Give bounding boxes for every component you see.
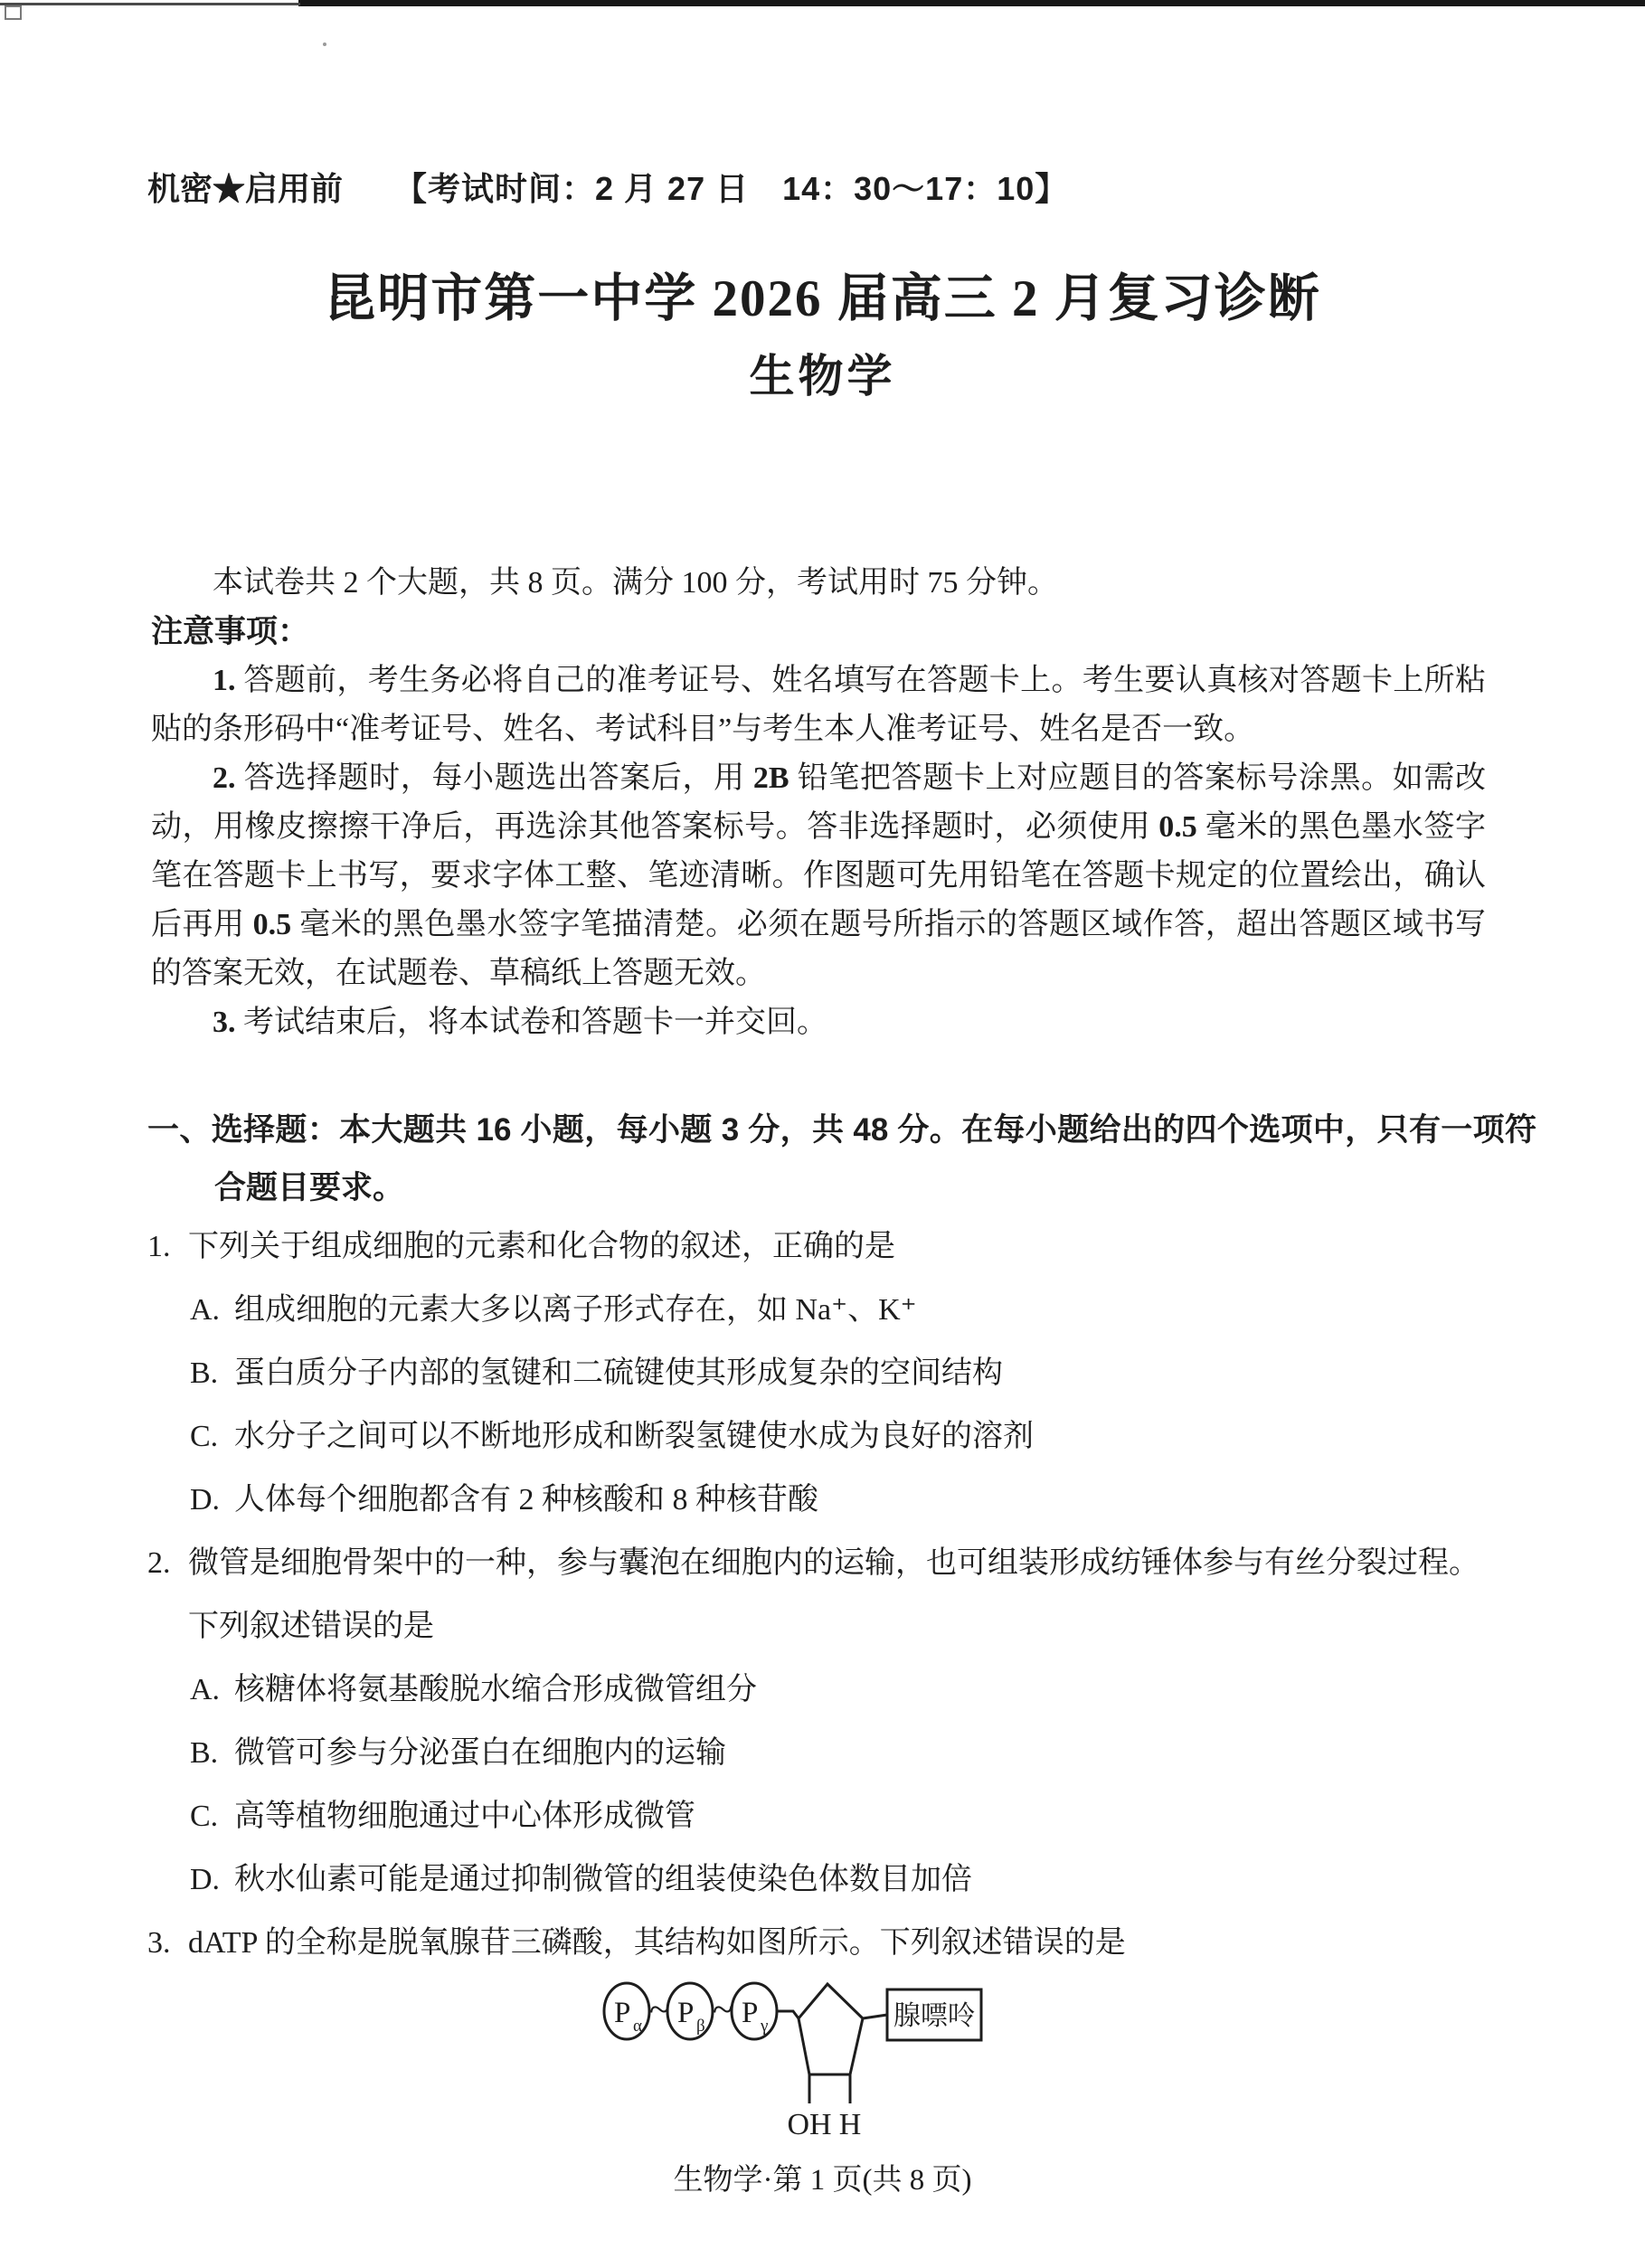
section-one-heading: 一、选择题：本大题共 16 小题，每小题 3 分，共 48 分。在每小题给出的四个选项中，只有一项符合题目要求。 (147, 1112, 1536, 1205)
exam-title: 昆明市第一中学 2026 届高三 2 月复习诊断 (324, 270, 1321, 327)
questions-block (147, 1215, 1504, 1975)
datp-structure-svg (589, 1971, 992, 2141)
sugar-base-bond (863, 2015, 887, 2018)
adenine-label: 腺嘌呤 (893, 2001, 975, 2031)
notice-item-1: 1. 答题前，考生务必将自己的准考证号、姓名填写在答题卡上。考生要认真核对答题卡上所粘贴的条形码中“准考证号、姓名、考试科目”与考生本人准考证号、姓名是否一致。 (151, 664, 1487, 746)
h-label: H (838, 2108, 862, 2141)
scan-artifact-corner-mark (5, 5, 22, 20)
phosphate-sugar-bond (777, 2011, 799, 2018)
question-3-stem: 3. dATP 的全称是脱氧腺苷三磷酸，其结构如图所示。下列叙述错误的是 (147, 1912, 1504, 1975)
tilde-bond-1: ~ (649, 1989, 670, 2031)
phosphate-sub-alpha: α (633, 2017, 642, 2036)
question-2-option-b: B. 微管可参与分泌蛋白在细胞内的运输 (190, 1736, 726, 1770)
question-1-option-a: A. 组成细胞的元素大多以离子形式存在，如 Na⁺、K⁺ (190, 1293, 917, 1327)
question-2-stem: 2. 微管是细胞骨架中的一种，参与囊泡在细胞内的运输，也可组装形成纺锤体参与有丝分裂过程。下列叙述错误的是 (147, 1532, 1504, 1658)
datp-structure-diagram (589, 1971, 992, 2141)
scan-artifact-speck (323, 43, 326, 46)
notice-item-2: 2. 答选择题时，每小题选出答案后，用 2B 铅笔把答题卡上对应题目的答案标号涂黑。如需改动，用橡皮擦擦干净后，再选涂其他答案标号。答非选择题时，必须使用 0.5 毫米的黑色墨水签字笔在答题卡上书写，要求字体工整、笔迹清晰。作图题可先用铅笔在答题卡规定的位置绘出，确认后再用 0.5 毫米的黑色墨水签字笔描清楚。必须在题号所指示的答题区域作答，超出答题区域书写的答案无效，在试题卷、草稿纸上答题无效。 (151, 761, 1487, 990)
question-2-number: 2. (147, 1546, 171, 1580)
question-2-option-c: C. 高等植物细胞通过中心体形成微管 (190, 1800, 695, 1833)
exam-subject: 生物学 (749, 351, 896, 402)
notice-item-3: 3. 考试结束后，将本试卷和答题卡一并交回。 (213, 1006, 827, 1039)
phosphate-label-beta: P (677, 1997, 695, 2029)
question-1-option-c: C. 水分子之间可以不断地形成和断裂氢键使水成为良好的溶剂 (190, 1420, 1034, 1453)
phosphate-label-alpha: P (614, 1997, 631, 2029)
question-2-option-d: D. 秋水仙素可能是通过抑制微管的组装使染色体数目加倍 (190, 1863, 972, 1896)
question-3-number: 3. (147, 1926, 171, 1960)
question-1-option-b: B. 蛋白质分子内部的氢键和二硫键使其形成复杂的空间结构 (190, 1356, 1003, 1390)
page-footer: 生物学·第 1 页(共 8 页) (673, 2164, 972, 2197)
notice-title: 注意事项： (151, 614, 310, 649)
scan-artifact-top-line-thin (0, 3, 300, 5)
intro-paragraph: 本试卷共 2 个大题，共 8 页。满分 100 分，考试用时 75 分钟。 (213, 566, 1058, 600)
confidential-label: 机密★启用前 (147, 170, 344, 207)
deoxyribose-pentagon (799, 1984, 863, 2074)
page-header (147, 164, 1068, 210)
tilde-bond-2: ~ (713, 1989, 733, 2031)
scan-artifact-top-line (298, 0, 1645, 6)
question-1-number: 1. (147, 1230, 171, 1263)
question-2-option-a: A. 核糖体将氨基酸脱水缩合形成微管组分 (190, 1673, 757, 1706)
question-1-stem: 1. 下列关于组成细胞的元素和化合物的叙述，正确的是 (147, 1215, 1504, 1279)
exam-time-label: 【考试时间：2 月 27 日 14：30～17：10】 (394, 170, 1069, 207)
phosphate-sub-gamma: γ (761, 2017, 769, 2036)
preface-block (151, 559, 1486, 1047)
question-1-option-d: D. 人体每个细胞都含有 2 种核酸和 8 种核苷酸 (190, 1483, 818, 1517)
oh-label: OH (787, 2108, 832, 2141)
phosphate-sub-beta: β (696, 2017, 705, 2036)
phosphate-label-gamma: P (742, 1997, 759, 2029)
